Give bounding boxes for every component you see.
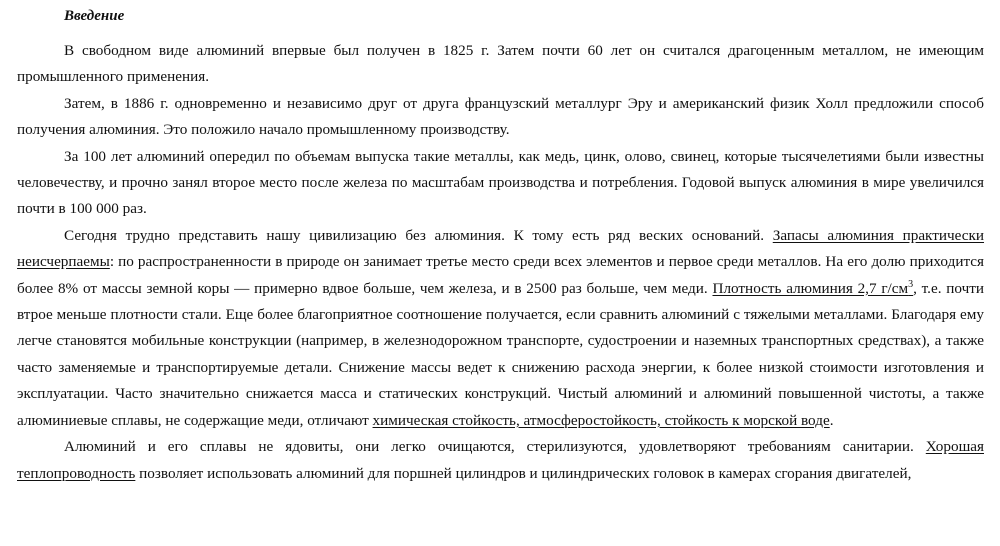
paragraph-3: За 100 лет алюминий опередил по объемам выпуска такие металлы, как медь, цинк, олово, свинец, которые тысячелетиями были известны человечеству, и прочно занял второе место после железа по масштабам производства и потребления. Годовой выпуск алюминия в мире увеличился почти в 100 000 раз. — [17, 147, 984, 218]
underlined-conductivity-phrase: Хорошая теплопроводность — [17, 438, 984, 482]
underlined-reserves-phrase: Запасы алюминия практически неисчерпаемы — [17, 226, 985, 271]
paragraph-5 — [17, 434, 984, 487]
section-heading: Введение — [64, 8, 125, 24]
paragraph-5-text-1: Алюминий и его сплавы не ядовиты, они легко очищаются, стерилизуются, удовлетворяют требованиям санитарии. — [64, 438, 926, 456]
underlined-resistance-phrase: химическая стойкость, атмосферостойкость, стойкость к морской воде — [372, 411, 830, 429]
paragraph-4-text-1: Сегодня трудно представить нашу цивилизацию без алюминия. К тому есть ряд веских оснований. — [64, 226, 773, 244]
paragraph-1: В свободном виде алюминий впервые был получен в 1825 г. Затем почти 60 лет он считался драгоценным металлом, не имеющим промышленного применения. — [17, 42, 984, 86]
paragraph-4-text-3: , т.е. почти втрое меньше плотности стали. Еще более благоприятное соотношение получается, если сравнить алюминий с тяжелыми металлами. Благодаря ему легче становятся мобильные конструкции (например, в железнодорожном транспорте, судостроении и наземных транспортных средствах), а также часто заменяемые и транспортируемые детали. Снижение массы ведет к снижению расхода энергии, к более низкой стоимости изготовления и эксплуатации. Часто значительно снижается масса и статических конструкций. Чистый алюминий и алюминий повышенной чистоты, а также алюминиевые сплавы, не содержащие меди, отличают — [17, 279, 985, 429]
paragraph-4 — [17, 223, 984, 434]
density-superscript: 3 — [908, 278, 914, 290]
paragraph-4-text-2: : по распространенности в природе он занимает третье место среди всех элементов и первое среди металлов. На его долю приходится более 8% от массы земной коры — примерно вдвое больше, чем железа, и в 2500 раз больше, чем меди. — [17, 253, 984, 297]
paragraph-5-text-2: позволяет использовать алюминий для поршней цилиндров и цилиндрических головок в камерах сгорания двигателей, — [135, 464, 912, 482]
underlined-density-phrase — [712, 280, 913, 297]
density-text: Плотность алюминия 2,7 г/см — [712, 279, 909, 297]
paragraph-2: Затем, в 1886 г. одновременно и независимо друг от друга французский металлург Эру и американский физик Холл предложили способ получения алюминия. Это положило начало промышленному производству. — [17, 94, 984, 139]
paragraph-4-text-4: . — [829, 411, 834, 429]
